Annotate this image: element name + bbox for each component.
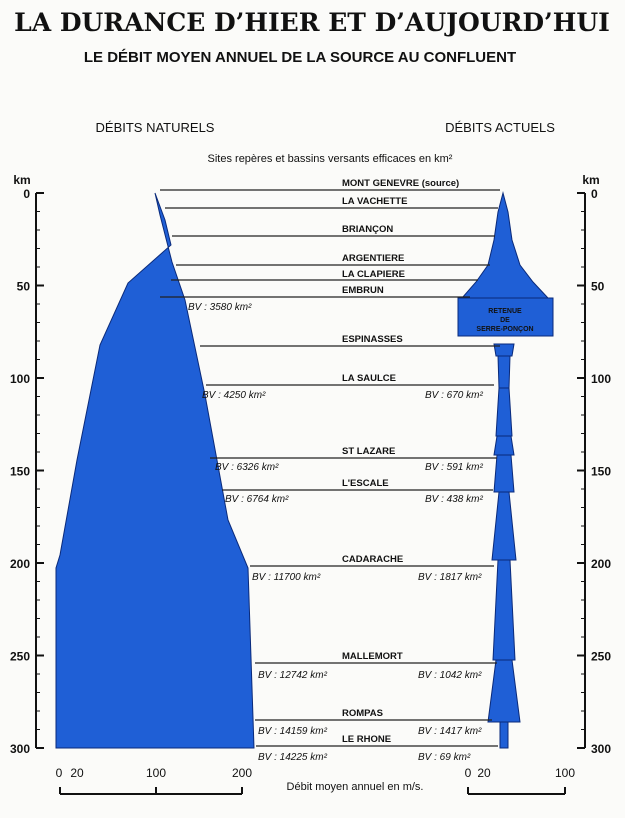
bv-actual-label: BV : 1417 km² <box>418 726 482 737</box>
bv-natural-label: BV : 3580 km² <box>188 302 252 313</box>
right-km-tick-label: 300 <box>591 742 612 756</box>
site-label: ARGENTIERE <box>342 253 405 264</box>
left-km-tick-label: 300 <box>9 742 30 756</box>
flow-axis-label: Débit moyen annuel en m/s. <box>286 781 424 793</box>
left-km-tick-label: 150 <box>9 464 30 479</box>
bv-natural-label: BV : 6764 km² <box>225 494 289 505</box>
bv-natural-label: BV : 14225 km² <box>258 752 327 763</box>
right-header: DÉBITS ACTUELS <box>445 120 555 135</box>
page-subtitle: LE DÉBIT MOYEN ANNUEL DE LA SOURCE AU CONFLUENT <box>83 49 517 66</box>
site-label: MONT GENEVRE (source) <box>342 178 460 189</box>
site-label: LA VACHETTE <box>342 196 408 207</box>
right-km-axis <box>577 173 611 756</box>
bv-actual-label: BV : 438 km² <box>425 494 483 505</box>
site-label: ROMPAS <box>342 708 383 719</box>
left-flow-tick: 20 <box>70 766 84 780</box>
bv-natural-label: BV : 14159 km² <box>258 726 327 737</box>
retenue-line-3: SERRE-PONÇON <box>476 326 534 333</box>
right-flow-tick: 0 <box>464 766 472 780</box>
site-label: LA CLAPIERE <box>342 269 405 280</box>
right-km-tick-label: 150 <box>591 464 612 479</box>
right-flow-axis <box>465 766 576 794</box>
site-label: MALLEMORT <box>342 651 403 662</box>
right-km-tick-label: 50 <box>591 279 605 294</box>
right-km-tick-label: 250 <box>591 649 612 664</box>
retenue-line-1: RETENUE <box>488 308 522 315</box>
site-label: ST LAZARE <box>342 446 396 457</box>
left-flow-axis <box>56 766 253 794</box>
site-label: EMBRUN <box>342 285 384 296</box>
site-label: LA SAULCE <box>342 373 397 384</box>
left-km-tick-label: 250 <box>9 649 30 664</box>
site-label: L'ESCALE <box>342 478 389 489</box>
right-km-unit: km <box>582 173 600 187</box>
bv-actual-label: BV : 670 km² <box>425 390 483 401</box>
bv-actual-label: BV : 591 km² <box>425 462 483 473</box>
left-flow-tick: 100 <box>145 766 167 780</box>
site-label: ESPINASSES <box>342 334 403 345</box>
right-km-tick-label: 200 <box>591 557 612 571</box>
bv-actual-label: BV : 69 km² <box>418 752 471 763</box>
left-km-tick-label: 50 <box>16 279 30 294</box>
left-km-axis <box>10 173 44 756</box>
left-flow-tick: 0 <box>55 766 63 780</box>
left-km-tick-label: 0 <box>23 187 30 201</box>
right-km-tick-label: 0 <box>591 187 598 201</box>
sites-header: Sites repères et bassins versants efficaces en km² <box>207 153 453 165</box>
site-label: CADARACHE <box>342 554 404 565</box>
retenue-line-2: DE <box>500 317 510 324</box>
left-km-tick-label: 100 <box>9 372 30 386</box>
bv-actual-label: BV : 1042 km² <box>418 670 482 681</box>
bv-actual-labels <box>418 390 483 763</box>
bv-natural-label: BV : 11700 km² <box>252 572 321 583</box>
bv-natural-label: BV : 4250 km² <box>202 390 266 401</box>
site-label: LE RHONE <box>342 734 392 745</box>
left-flow-tick: 200 <box>231 766 253 780</box>
left-km-unit: km <box>13 173 31 187</box>
right-flow-tick: 100 <box>554 766 576 780</box>
site-label: BRIANÇON <box>342 224 394 235</box>
bv-actual-label: BV : 1817 km² <box>418 572 482 583</box>
left-km-tick-label: 200 <box>9 557 30 571</box>
page-title: LA DURANCE D’HIER ET D’AUJOURD’HUI <box>14 8 610 37</box>
right-flow-tick: 20 <box>477 766 491 780</box>
bv-natural-label: BV : 6326 km² <box>215 462 279 473</box>
bv-natural-label: BV : 12742 km² <box>258 670 327 681</box>
right-km-tick-label: 100 <box>591 372 612 386</box>
left-header: DÉBITS NATURELS <box>95 120 215 135</box>
